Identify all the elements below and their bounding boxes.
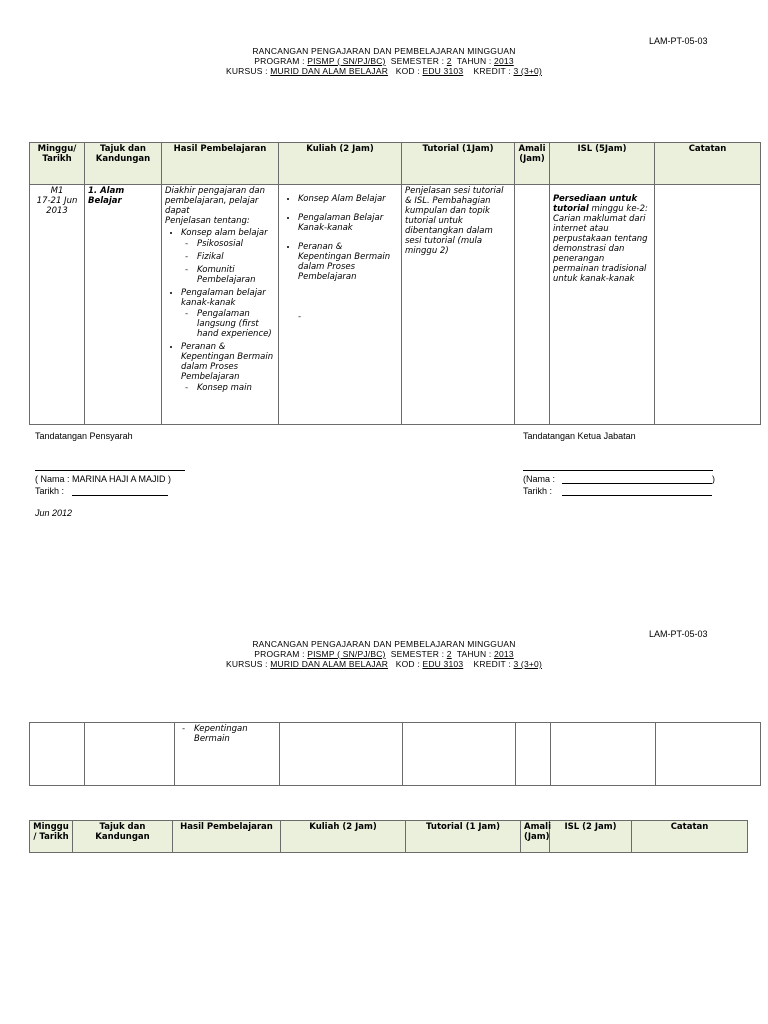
table-row	[30, 185, 761, 425]
cell-tajuk: 1. Alam Belajar	[85, 185, 162, 425]
col-catatan: Catatan	[632, 821, 748, 853]
col-isl: ISL (2 Jam)	[550, 821, 632, 853]
hod-signature-line	[523, 470, 713, 471]
col-tutorial: Tutorial (1 Jam)	[406, 821, 521, 853]
header-title: RANCANGAN PENGAJARAN DAN PEMBELAJARAN MINGGUAN	[252, 46, 516, 56]
col-kuliah: Kuliah (2 Jam)	[279, 143, 402, 185]
cell-minggu: M1 17-21 Jun 2013	[30, 185, 85, 425]
col-tajuk: Tajuk dan Kandungan	[85, 143, 162, 185]
lecturer-signature-label: Tandatangan Pensyarah	[35, 431, 133, 441]
lecturer-date-line	[72, 495, 168, 496]
table-row	[30, 723, 761, 786]
weekly-plan-table-2	[29, 820, 748, 853]
col-minggu: Minggu / Tarikh	[30, 821, 73, 853]
table-header-row	[30, 143, 761, 185]
cell-kuliah: • Konsep Alam Belajar • Pengalaman Belajar Kanak-kanak • Peranan & Kepentingan Bermain dalam Proses Pembelajaran -	[279, 185, 402, 425]
table-header-row	[30, 821, 748, 853]
col-amali: Amali (Jam)	[521, 821, 550, 853]
weekly-plan-table	[29, 142, 761, 425]
lecturer-date-label: Tarikh :	[35, 486, 65, 496]
hod-name-close: )	[712, 474, 715, 484]
header-program-line: PROGRAM : PISMP ( SN/PJ/BC) SEMESTER : 2 TAHUN : 2013	[254, 56, 514, 66]
footer-date: Jun 2012	[35, 508, 73, 518]
col-amali: Amali (Jam)	[515, 143, 550, 185]
col-tajuk: Tajuk dan Kandungan	[73, 821, 173, 853]
lecturer-name: ( Nama : MARINA HAJI A MAJID )	[35, 474, 172, 484]
document-code: LAM-PT-05-03	[649, 629, 708, 639]
header-kursus-line: KURSUS : MURID DAN ALAM BELAJAR KOD : EDU 3103 KREDIT : 3 (3+0)	[225, 66, 543, 76]
cell-catatan	[655, 185, 761, 425]
hod-date-label: Tarikh :	[523, 486, 553, 496]
col-hasil: Hasil Pembelajaran	[162, 143, 279, 185]
page-header	[0, 639, 768, 669]
header-program-line: PROGRAM : PISMP ( SN/PJ/BC) SEMESTER : 2 TAHUN : 2013	[254, 649, 514, 659]
cell-hasil: Diakhir pengajaran dan pembelajaran, pelajar dapat Penjelasan tentang: • Konsep alam belajar - Psikososial - Fizikal - Komuniti Pembelajaran • Pengalaman belajar kanak-kanak - Pengalaman langsung (first hand experience) • Peranan & Kepentingan Bermain dalam Proses Pembelajaran - Konsep main	[162, 185, 279, 425]
header-title: RANCANGAN PENGAJARAN DAN PEMBELAJARAN MINGGUAN	[252, 639, 516, 649]
col-isl: ISL (5Jam)	[550, 143, 655, 185]
cell-amali	[515, 185, 550, 425]
cell-isl: Persediaan untuk tutorial minggu ke-2: Carian maklumat dari internet atau perpustakaan tentang demonstrasi dan penerangan permainan tradisional untuk kanak-kanak	[550, 185, 655, 425]
col-kuliah: Kuliah (2 Jam)	[281, 821, 406, 853]
continuation-table	[29, 722, 761, 786]
hod-signature-label: Tandatangan Ketua Jabatan	[523, 431, 636, 441]
page-header	[0, 46, 768, 76]
lecturer-signature-line	[35, 470, 185, 471]
header-kursus-line: KURSUS : MURID DAN ALAM BELAJAR KOD : EDU 3103 KREDIT : 3 (3+0)	[225, 659, 543, 669]
col-hasil: Hasil Pembelajaran	[173, 821, 281, 853]
col-catatan: Catatan	[655, 143, 761, 185]
hod-name-label: (Nama :	[523, 474, 556, 484]
col-tutorial: Tutorial (1Jam)	[402, 143, 515, 185]
cell-hasil-continued: - Kepentingan Bermain	[175, 723, 280, 786]
hod-date-line	[562, 495, 712, 496]
cell-tutorial: Penjelasan sesi tutorial & ISL. Pembahagian kumpulan dan topik tutorial untuk dibentangkan dalam sesi tutorial (mula minggu 2)	[402, 185, 515, 425]
document-code: LAM-PT-05-03	[649, 36, 708, 46]
col-minggu: Minggu/ Tarikh	[30, 143, 85, 185]
hod-name-line	[562, 483, 712, 484]
